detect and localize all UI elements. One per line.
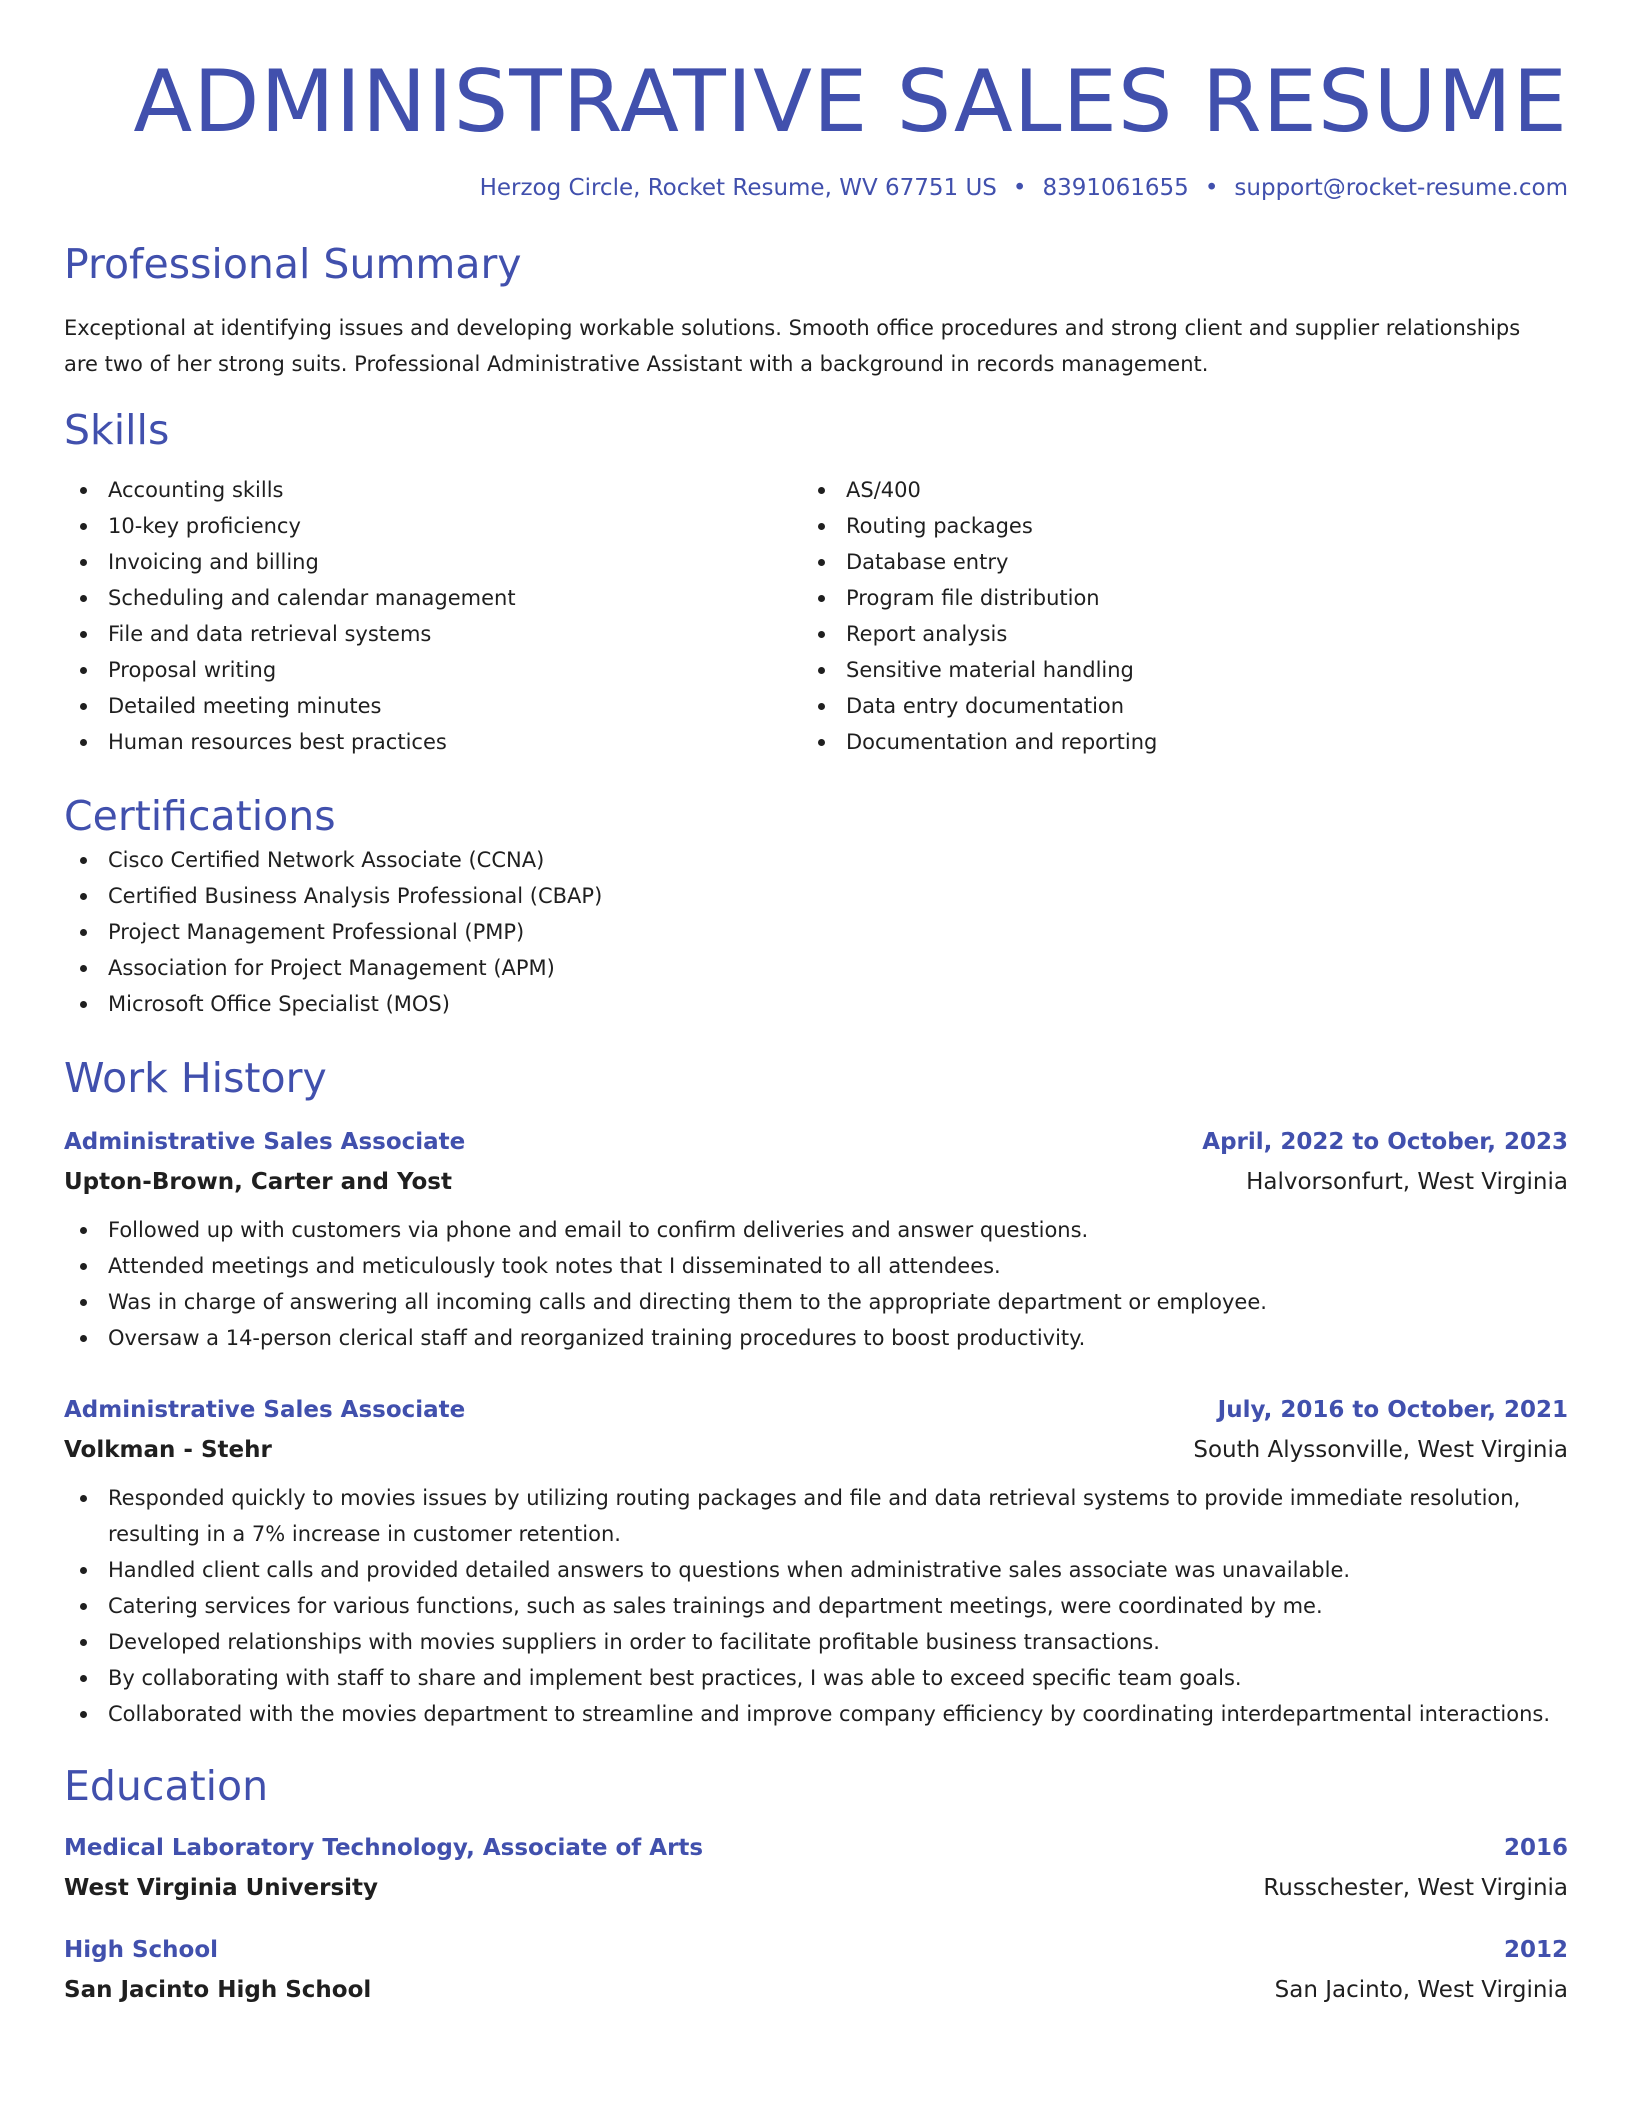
skill-item: Sensitive material handling xyxy=(802,652,1540,688)
education-school-row xyxy=(64,1974,1568,2006)
resume-header xyxy=(64,52,1568,204)
skill-item: AS/400 xyxy=(802,472,1540,508)
job-header-row xyxy=(64,1394,1568,1426)
education-degree: High School xyxy=(64,1937,219,1963)
job-company-row xyxy=(64,1166,1568,1198)
contact-separator: • xyxy=(1204,175,1219,201)
job-bullet: Handled client calls and provided detailed answers to questions when administrative sales associate was unavailable. xyxy=(64,1552,1568,1588)
job-bullet: Responded quickly to movies issues by utilizing routing packages and file and data retrieval systems to provide immediate resolution, resulting in a 7% increase in customer retention. xyxy=(64,1480,1568,1552)
education-school: West Virginia University xyxy=(64,1875,379,1901)
certifications-list xyxy=(64,842,1568,1022)
job-bullet: Was in charge of answering all incoming calls and directing them to the appropriate department or employee. xyxy=(64,1284,1568,1320)
job-dates: July, 2016 to October, 2021 xyxy=(1217,1397,1568,1423)
job-company: Upton-Brown, Carter and Yost xyxy=(64,1169,452,1195)
job-company-row xyxy=(64,1434,1568,1466)
job-bullets xyxy=(64,1480,1568,1732)
education-location: San Jacinto, West Virginia xyxy=(1274,1977,1568,2003)
skill-item: Invoicing and billing xyxy=(64,544,802,580)
job-role: Administrative Sales Associate xyxy=(64,1129,466,1155)
skills-column-right xyxy=(802,472,1540,760)
job-bullet: Oversaw a 14-person clerical staff and reorganized training procedures to boost productivity. xyxy=(64,1320,1568,1356)
certifications-heading: Certifications xyxy=(64,792,336,840)
job-bullet: Catering services for various functions, such as sales trainings and department meetings, were coordinated by me. xyxy=(64,1588,1568,1624)
resume-title: ADMINISTRATIVE SALES RESUME xyxy=(133,52,1568,152)
summary-heading: Professional Summary xyxy=(64,240,522,288)
certification-item: Association for Project Management (APM) xyxy=(64,950,1568,986)
skill-item: Scheduling and calendar management xyxy=(64,580,802,616)
contact-address: Herzog Circle, Rocket Resume, WV 67751 US xyxy=(479,175,997,201)
job-company: Volkman - Stehr xyxy=(64,1437,272,1463)
job-entry xyxy=(64,1126,1568,1356)
skill-item: Routing packages xyxy=(802,508,1540,544)
education-entry xyxy=(64,1934,1568,2006)
skill-item: Detailed meeting minutes xyxy=(64,688,802,724)
skill-item: File and data retrieval systems xyxy=(64,616,802,652)
skills-grid xyxy=(64,472,1568,760)
skill-item: Data entry documentation xyxy=(802,688,1540,724)
education-heading: Education xyxy=(64,1762,269,1810)
job-bullet: Attended meetings and meticulously took notes that I disseminated to all attendees. xyxy=(64,1248,1568,1284)
certification-item: Certified Business Analysis Professional (CBAP) xyxy=(64,878,1568,914)
contact-line xyxy=(64,172,1568,204)
skill-item: Database entry xyxy=(802,544,1540,580)
job-location: South Alyssonville, West Virginia xyxy=(1193,1437,1568,1463)
job-dates: April, 2022 to October, 2023 xyxy=(1202,1129,1568,1155)
skills-heading: Skills xyxy=(64,406,170,454)
job-bullets xyxy=(64,1212,1568,1356)
skill-item: Proposal writing xyxy=(64,652,802,688)
skill-item: Human resources best practices xyxy=(64,724,802,760)
job-bullet: Followed up with customers via phone and email to confirm deliveries and answer questions. xyxy=(64,1212,1568,1248)
skill-item: 10-key proficiency xyxy=(64,508,802,544)
certification-item: Cisco Certified Network Associate (CCNA) xyxy=(64,842,1568,878)
education-header-row xyxy=(64,1832,1568,1864)
job-bullet: By collaborating with staff to share and implement best practices, I was able to exceed specific team goals. xyxy=(64,1660,1568,1696)
job-entry xyxy=(64,1394,1568,1732)
contact-phone: 8391061655 xyxy=(1042,175,1189,201)
summary-text: Exceptional at identifying issues and developing workable solutions. Smooth office procedures and strong client and supplier relationships are two of her strong suits. Professional Administrative Assistant with a background in records management. xyxy=(64,316,1521,376)
education-school-row xyxy=(64,1872,1568,1904)
job-bullet: Collaborated with the movies department to streamline and improve company efficiency by coordinating interdepartmental interactions. xyxy=(64,1696,1568,1732)
skill-item: Program file distribution xyxy=(802,580,1540,616)
certification-item: Project Management Professional (PMP) xyxy=(64,914,1568,950)
education-school: San Jacinto High School xyxy=(64,1977,372,2003)
education-entry xyxy=(64,1832,1568,1904)
education-degree: Medical Laboratory Technology, Associate of Arts xyxy=(64,1835,704,1861)
certification-item: Microsoft Office Specialist (MOS) xyxy=(64,986,1568,1022)
education-location: Russchester, West Virginia xyxy=(1263,1875,1568,1901)
skill-item: Accounting skills xyxy=(64,472,802,508)
skills-column-left xyxy=(64,472,802,760)
skill-item: Documentation and reporting xyxy=(802,724,1540,760)
contact-separator: • xyxy=(1012,175,1027,201)
education-year: 2012 xyxy=(1503,1937,1568,1963)
job-header-row xyxy=(64,1126,1568,1158)
skill-item: Report analysis xyxy=(802,616,1540,652)
job-location: Halvorsonfurt, West Virginia xyxy=(1246,1169,1568,1195)
job-bullet: Developed relationships with movies suppliers in order to facilitate profitable business transactions. xyxy=(64,1624,1568,1660)
contact-email[interactable]: support@rocket-resume.com xyxy=(1234,175,1568,201)
work-history-heading: Work History xyxy=(64,1054,327,1102)
education-year: 2016 xyxy=(1503,1835,1568,1861)
education-header-row xyxy=(64,1934,1568,1966)
job-role: Administrative Sales Associate xyxy=(64,1397,466,1423)
